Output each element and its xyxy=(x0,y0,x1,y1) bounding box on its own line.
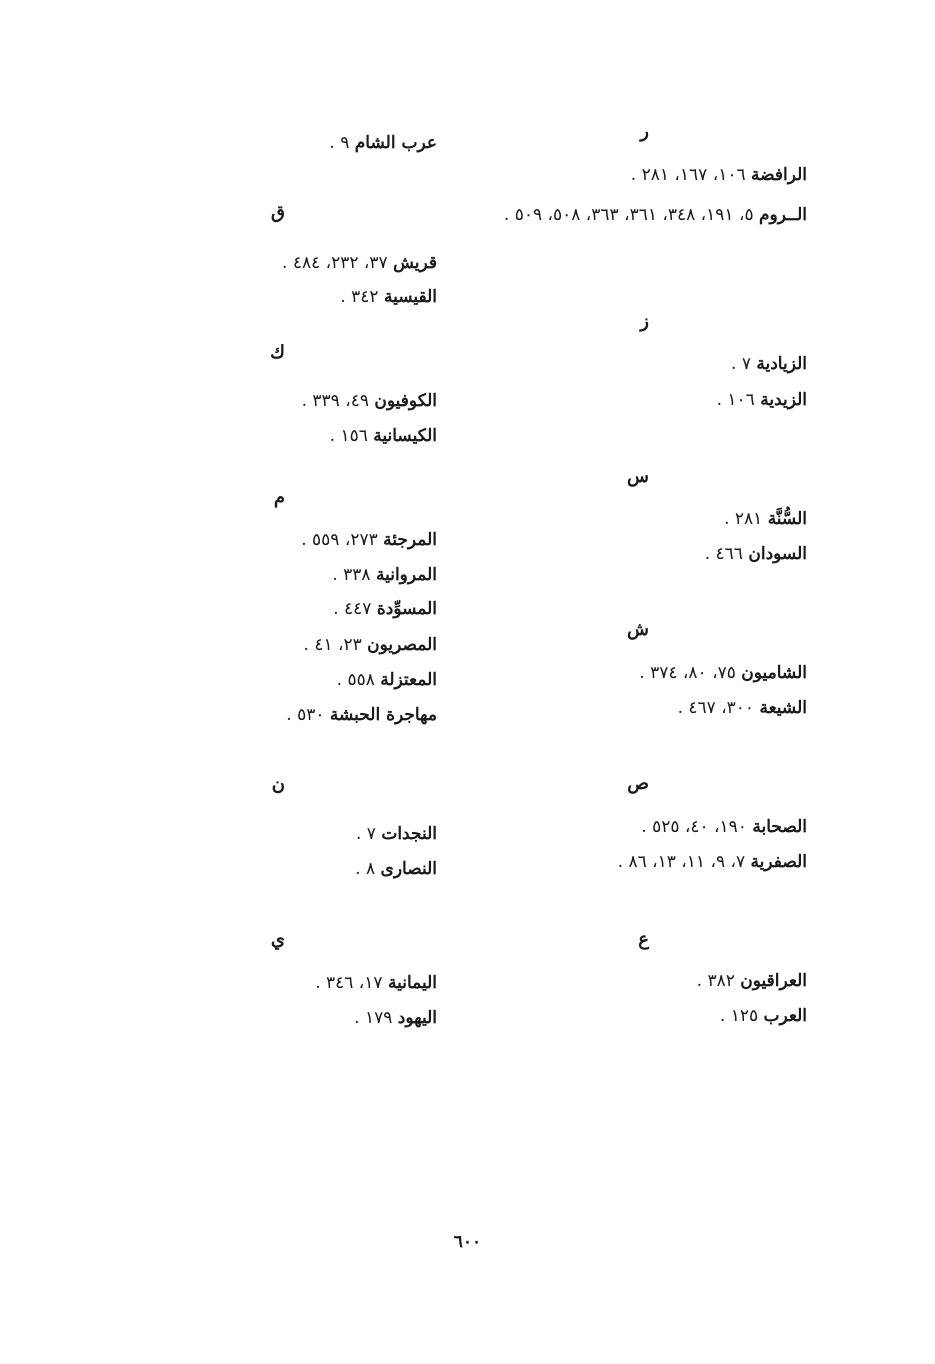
section-letter: ز xyxy=(640,311,649,332)
index-entry xyxy=(340,285,437,309)
index-entry xyxy=(639,661,807,685)
entry-pages: ٤٦٦ . xyxy=(704,544,743,564)
entry-pages: ٥، ١٩١، ٣٤٨، ٣٦١، ٣٦٣، ٥٠٨، ٥٠٩ . xyxy=(503,205,754,225)
index-entry xyxy=(332,563,437,587)
entry-pages: ١٧٩ . xyxy=(354,1008,393,1028)
index-entry xyxy=(302,389,437,413)
entry-pages: ٣٣٨ . xyxy=(332,565,371,585)
entry-name: الصحابة xyxy=(752,817,807,837)
entry-name: العرب xyxy=(763,1006,807,1026)
entry-pages: ١٠٦ . xyxy=(716,390,755,410)
entry-name: النصارى xyxy=(380,859,437,879)
section-letter: ر xyxy=(640,121,649,142)
index-entry xyxy=(333,597,437,621)
index-entry xyxy=(697,969,807,993)
entry-pages: ٧ . xyxy=(355,824,376,844)
entry-name: قريش xyxy=(393,253,437,273)
index-entry xyxy=(631,163,807,187)
entry-name: الرافضة xyxy=(751,165,807,185)
entry-pages: ١٧، ٣٤٦ . xyxy=(315,973,383,993)
entry-name: الزيادية xyxy=(756,354,807,374)
index-entry xyxy=(282,251,437,275)
section-letter: ع xyxy=(638,929,649,950)
entry-name: اليهود xyxy=(397,1008,437,1028)
entry-name: الكوفيون xyxy=(374,391,437,411)
entry-pages: ٢٧٣، ٥٥٩ . xyxy=(301,530,378,550)
entry-pages: ٧ . xyxy=(731,354,751,374)
index-entry xyxy=(705,542,807,566)
section-letter: ي xyxy=(270,929,285,950)
entry-pages: ١٢٥ . xyxy=(719,1006,759,1026)
section-letter: م xyxy=(273,487,285,508)
entry-pages: ٨ . xyxy=(355,859,376,879)
entry-pages: ١٩٠، ٤٠، ٥٢٥ . xyxy=(641,817,747,837)
entry-pages: ٩ . xyxy=(329,133,350,153)
entry-pages: ٣٨٢ . xyxy=(696,971,735,991)
page-number: ٦٠٠ xyxy=(453,1232,482,1252)
section-letter: ص xyxy=(627,773,649,794)
section-letter: ن xyxy=(271,774,285,795)
entry-name: السُّنَّة xyxy=(767,509,807,529)
entry-name: الــروم xyxy=(759,205,807,225)
entry-name: الشاميون xyxy=(741,663,807,683)
index-entry xyxy=(724,507,807,531)
entry-name: مهاجرة الحبشة xyxy=(329,705,437,725)
entry-name: المعتزلة xyxy=(380,670,437,690)
index-entry xyxy=(330,424,437,448)
entry-name: المسوِّدة xyxy=(376,599,437,619)
entry-name: النجدات xyxy=(381,824,437,844)
entry-name: السودان xyxy=(748,544,807,564)
section-letter: س xyxy=(627,466,649,487)
index-entry xyxy=(618,850,807,874)
index-entry xyxy=(720,1004,807,1028)
index-entry xyxy=(286,703,437,727)
entry-pages: ٥٣٠ . xyxy=(286,705,325,725)
entry-pages: ٢٣، ٤١ . xyxy=(303,635,362,655)
index-entry xyxy=(355,857,437,881)
index-entry xyxy=(354,1006,437,1030)
entry-name: القيسية xyxy=(383,287,437,307)
entry-pages: ٤٤٧ . xyxy=(333,599,372,619)
entry-pages: ٣٠٠، ٤٦٧ . xyxy=(677,698,755,718)
entry-name: عرب الشام xyxy=(354,133,437,153)
index-entry xyxy=(731,352,807,376)
index-entry xyxy=(717,388,807,412)
index-entry xyxy=(315,971,437,995)
entry-pages: ٣٤٢ . xyxy=(340,287,379,307)
index-entry xyxy=(337,668,437,692)
index-entry xyxy=(329,131,437,155)
section-letter: ش xyxy=(627,619,649,640)
entry-pages: ٧٥، ٨٠، ٣٧٤ . xyxy=(639,663,736,683)
entry-name: المروانية xyxy=(375,565,437,585)
entry-pages: ١٥٦ . xyxy=(329,426,368,446)
section-letter: ق xyxy=(271,202,285,223)
entry-pages: ٢٨١ . xyxy=(724,509,763,529)
entry-name: الكيسانية xyxy=(373,426,437,446)
index-entry xyxy=(301,528,437,552)
entry-name: المصريون xyxy=(367,635,437,655)
entry-name: الزيدية xyxy=(760,390,807,410)
entry-name: المرجئة xyxy=(383,530,437,550)
index-entry xyxy=(467,199,807,232)
entry-name: الصفرية xyxy=(750,852,807,872)
index-entry xyxy=(356,822,437,846)
entry-pages: ٣٧، ٢٣٢، ٤٨٤ . xyxy=(282,253,388,273)
entry-name: الشيعة xyxy=(759,698,807,718)
entry-pages: ١٠٦، ١٦٧، ٢٨١ . xyxy=(630,165,746,185)
index-entry xyxy=(678,696,807,720)
index-entry xyxy=(304,633,438,657)
entry-pages: ٤٩، ٣٣٩ . xyxy=(301,391,369,411)
entry-pages: ٥٥٨ . xyxy=(336,670,375,690)
entry-name: العراقيون xyxy=(740,971,807,991)
entry-pages: ٧، ٩، ١١، ١٣، ٨٦ . xyxy=(617,852,746,872)
entry-name: اليمانية xyxy=(387,973,437,993)
index-entry xyxy=(641,815,807,839)
section-letter: ك xyxy=(270,342,285,363)
